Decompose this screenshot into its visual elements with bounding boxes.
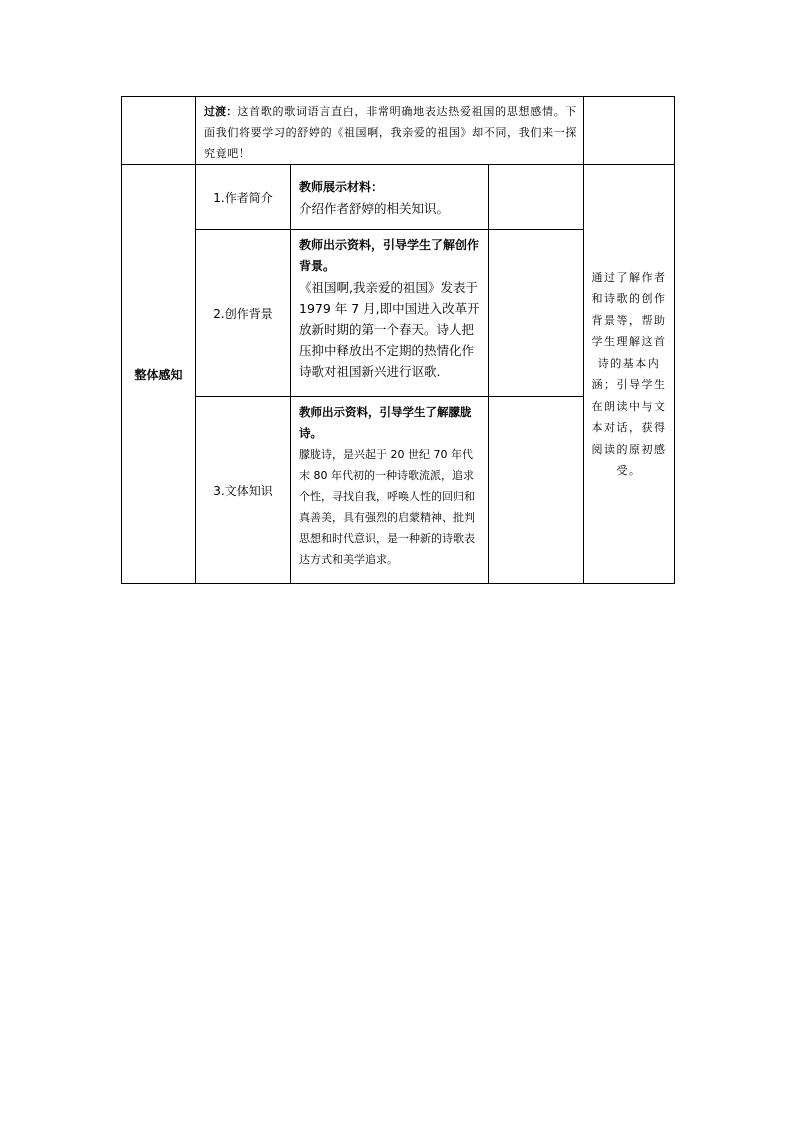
section-label: 整体感知 [122,165,196,584]
design-note: 通过了解作者和诗歌的创作背景等，帮助学生理解这首诗的基本内涵；引导学生在朗读中与文本对话，获得阅读的原初感受。 [584,165,675,584]
transition-text: 这首歌的歌词语言直白，非常明确地表达热爱祖国的思想感情。下面我们将要学习的舒婷的《祖国啊，我亲爱的祖国》却不同，我们来一探究竟吧！ [204,105,578,160]
content-genre [291,397,489,584]
transition-row [122,97,675,165]
content-body: 《祖国啊,我亲爱的祖国》发表于 1979 年 7 月,即中国进入改革开放新时期的第一个春天。诗人把压抑中释放出不定期的热情化作诗歌对祖国新兴进行讴歌. [299,280,480,379]
sub-label-author: 1.作者简介 [196,165,291,230]
empty-cell [489,397,584,584]
content-body: 朦胧诗，是兴起于 20 世纪 70 年代末 80 年代初的一种诗歌流派，追求个性，寻找自我，呼唤人性的回归和真善美，具有强烈的启蒙精神、批判思想和时代意识，是一种新的诗歌表达方式和美学追求。 [299,448,475,566]
sub-label-background: 2.创作背景 [196,230,291,397]
sub-label-genre: 3.文体知识 [196,397,291,584]
content-author [291,165,489,230]
transition-cell [196,97,584,165]
transition-label: 过渡： [204,105,238,118]
empty-cell [584,97,675,165]
empty-cell [489,230,584,397]
content-body: 介绍作者舒婷的相关知识。 [299,201,450,216]
empty-cell [122,97,196,165]
table-row [122,165,675,230]
content-heading: 教师出示资料，引导学生了解创作背景。 [299,238,480,273]
empty-cell [489,165,584,230]
content-heading: 教师展示材料： [299,180,384,194]
lesson-plan-table [121,96,675,584]
content-heading: 教师出示资料，引导学生了解朦胧诗。 [299,405,472,440]
content-background [291,230,489,397]
